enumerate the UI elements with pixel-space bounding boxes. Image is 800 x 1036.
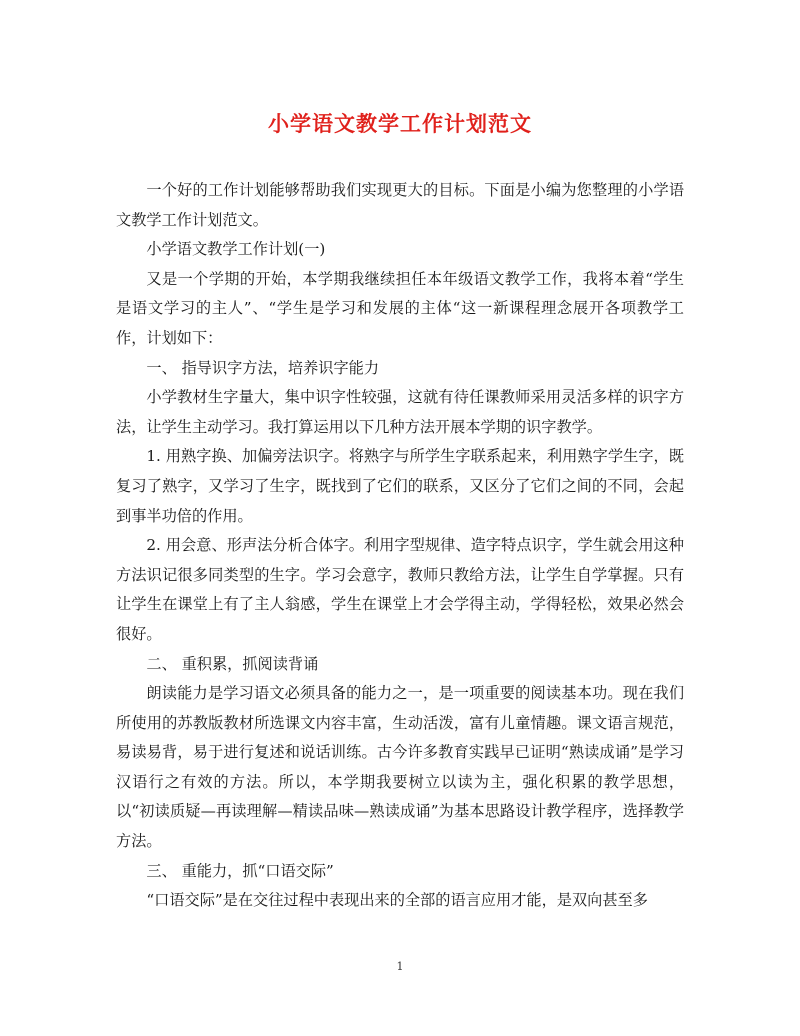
method-1-paragraph: 1. 用熟字换、加偏旁法识字。将熟字与所学生字联系起来，利用熟字学生字，既复习了熟字，又学习了生字，既找到了它们的联系，又区分了它们之间的不同，会起到事半功倍的作用。: [116, 447, 684, 525]
section-2-paragraph: 朗读能力是学习语文必须具备的能力之一，是一项重要的阅读基本功。现在我们所使用的苏教版教材所选课文内容丰富，生动活泼，富有儿童情趣。课文语言规范，易读易背，易于进行复述和说话训练。古今许多教育实践早已证明“熟读成诵”是学习汉语行之有效的方法。所以，本学期我要树立以读为主，强化积累的教学思想，以“初读质疑—再读理解—精读品味—熟读成诵”为基本思路设计教学程序，选择教学方法。: [116, 684, 684, 851]
document-title: 小学语文教学工作计划范文: [268, 111, 532, 136]
section-heading-2: 二、 重积累，抓阅读背诵: [146, 654, 319, 673]
document-body: [116, 176, 684, 916]
plan-subtitle: 小学语文教学工作计划(一): [146, 240, 326, 259]
section-1-paragraph: 小学教材生字量大，集中识字性较强，这就有待任课教师采用灵活多样的识字方法，让学生主动学习。我打算运用以下几种方法开展本学期的识字教学。: [116, 388, 684, 436]
section-heading-3: 三、 重能力，抓“口语交际”: [146, 861, 334, 880]
method-2-paragraph: 2. 用会意、形声法分析合体字。利用字型规律、造字特点识字，学生就会用这种方法识记很多同类型的生字。学习会意字，教师只教给方法，让学生自学掌握。只有让学生在课堂上有了主人翁感，学生在课堂上才会学得主动，学得轻松，效果必然会很好。: [116, 536, 684, 643]
section-heading-1: 一、 指导识字方法，培养识字能力: [146, 358, 380, 377]
opening-paragraph: 又是一个学期的开始，本学期我继续担任本年级语文教学工作，我将本着“学生是语文学习的主人”、“学生是学习和发展的主体“这一新课程理念展开各项教学工作，计划如下：: [116, 269, 684, 347]
section-3-paragraph: “口语交际”是在交往过程中表现出来的全部的语言应用才能，是双向甚至多: [146, 891, 648, 910]
intro-paragraph: 一个好的工作计划能够帮助我们实现更大的目标。下面是小编为您整理的小学语文教学工作计划范文。: [116, 181, 684, 229]
page-number: 1: [396, 960, 404, 973]
